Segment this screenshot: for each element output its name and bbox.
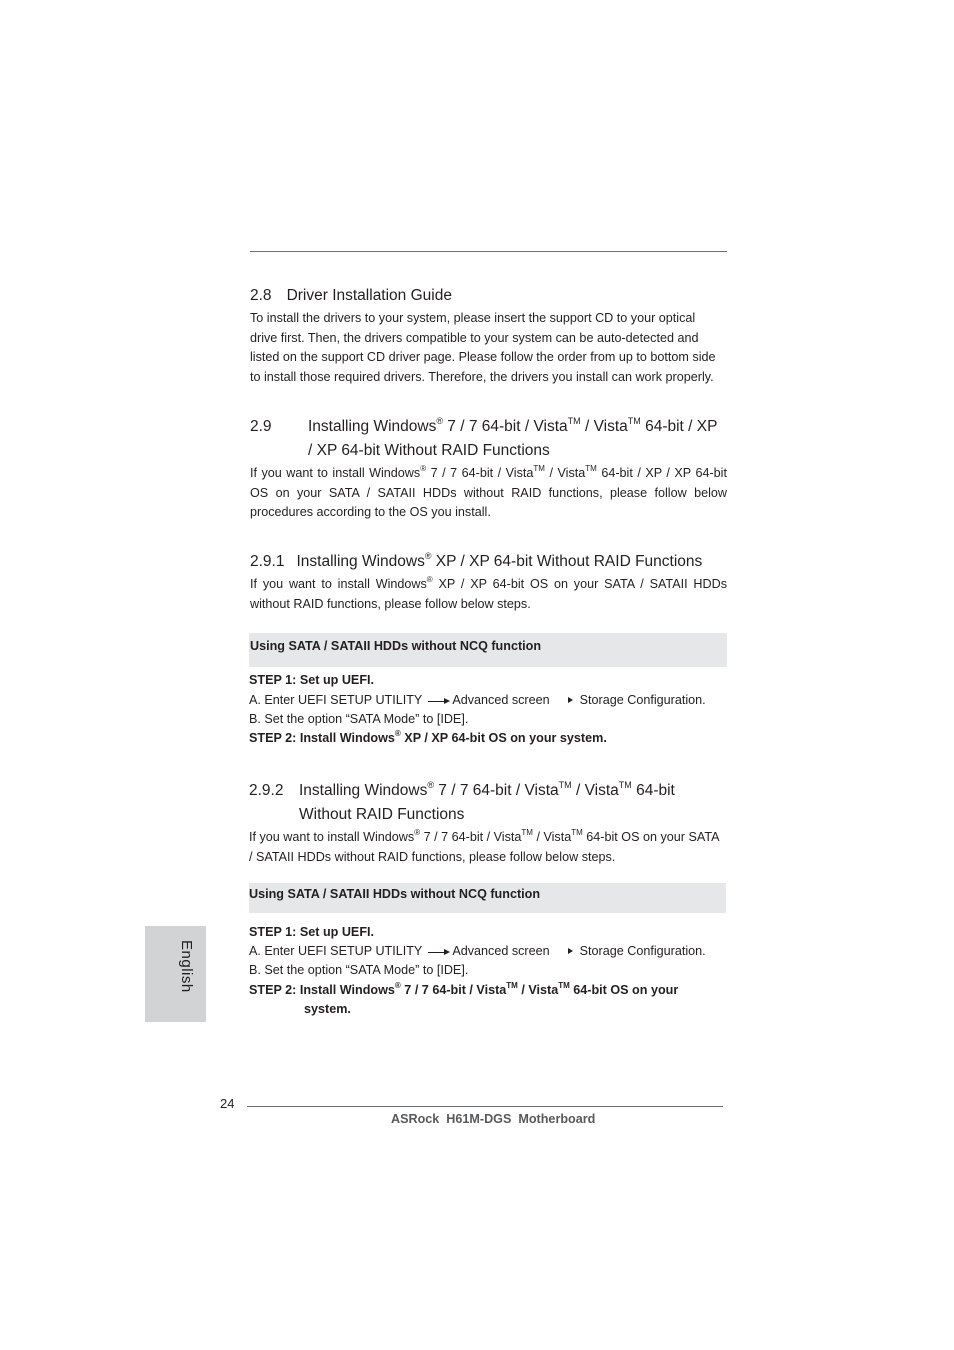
arrow-right-icon: [428, 947, 450, 957]
paragraph-line: drive first. Then, the drivers compatible to your system can be auto-detected and: [250, 330, 699, 345]
step1-line-a: A. Enter UEFI SETUP UTILITY Advanced screen Storage Configuration.: [249, 693, 706, 707]
section-2-9-2-paragraph: If you want to install Windows® 7 / 7 64-bit / Vista™ / Vista™ 64-bit OS on your SATA / SATAII HDDs without RAID functions, please follow below steps.: [249, 827, 720, 864]
top-rule: [250, 251, 727, 252]
section-title-2-9-line1: Installing Windows® 7 / 7 64-bit / Vista™ / Vista™ 64-bit / XP: [308, 415, 718, 435]
section-number: 2.9.1: [250, 553, 285, 570]
arrow-right-icon: [428, 696, 450, 706]
ncq-note-bar: [249, 633, 727, 667]
language-tab: [145, 926, 206, 1022]
paragraph-line: to install those required drivers. Therefore, the drivers you install can work properly.: [250, 369, 714, 384]
section-number: 2.8: [250, 287, 272, 304]
caret-right-icon: [568, 948, 573, 954]
section-title-2-9-line2: / XP 64-bit Without RAID Functions: [308, 442, 550, 459]
section-2-8-paragraph: [250, 309, 730, 387]
section-number: 2.9.2: [249, 782, 284, 799]
ncq-note-bar: [249, 883, 726, 913]
section-title-2-9-2-line1: Installing Windows® 7 / 7 64-bit / Vista™ / Vista™ 64-bit: [299, 779, 675, 799]
section-title-2-9-2-line2: Without RAID Functions: [299, 806, 465, 823]
language-tab-label: English: [178, 940, 195, 993]
step1-heading: STEP 1: Set up UEFI.: [249, 925, 375, 939]
step2-heading-continued: system.: [304, 1002, 351, 1016]
section-heading-2-9-2: [249, 782, 283, 800]
footer-rule: [247, 1106, 723, 1107]
section-title: Driver Installation Guide: [286, 287, 452, 304]
step1-heading: STEP 1: Set up UEFI.: [249, 673, 375, 687]
section-heading-2-9: [250, 418, 272, 436]
ncq-note-text: Using SATA / SATAII HDDs without NCQ function: [249, 887, 541, 901]
section-2-9-1-paragraph: If you want to install Windows® XP / XP 64-bit OS on your SATA / SATAII HDDs without RAID functions, please follow below steps.: [250, 574, 727, 611]
section-heading-2-8: [250, 287, 452, 305]
section-heading-2-9-1: 2.9.1 Installing Windows® XP / XP 64-bit Without RAID Functions: [250, 550, 703, 570]
step2-heading: STEP 2: Install Windows® XP / XP 64-bit OS on your system.: [249, 728, 607, 745]
ncq-note-text: Using SATA / SATAII HDDs without NCQ function: [250, 639, 542, 653]
step1-line-b: B. Set the option “SATA Mode” to [IDE].: [249, 963, 469, 977]
footer-product: ASRock H61M-DGS Motherboard: [391, 1112, 596, 1126]
caret-right-icon: [568, 697, 573, 703]
section-number: 2.9: [250, 418, 272, 435]
paragraph-line: listed on the support CD driver page. Please follow the order from up to bottom side: [250, 350, 716, 364]
step1-line-b: B. Set the option “SATA Mode” to [IDE].: [249, 712, 469, 726]
step2-heading: STEP 2: Install Windows® 7 / 7 64-bit / Vista™ / Vista™ 64-bit OS on your: [249, 980, 679, 997]
page-number: 24: [220, 1096, 235, 1111]
step1-line-a: A. Enter UEFI SETUP UTILITY Advanced screen Storage Configuration.: [249, 944, 706, 958]
section-2-9-paragraph: If you want to install Windows® 7 / 7 64-bit / Vista™ / Vista™ 64-bit / XP / XP 64-bit OS on your SATA / SATAII HDDs without RAID functions, please follow below procedures according to the OS you install.: [250, 463, 727, 519]
paragraph-line: To install the drivers to your system, please insert the support CD to your optical: [250, 311, 696, 325]
